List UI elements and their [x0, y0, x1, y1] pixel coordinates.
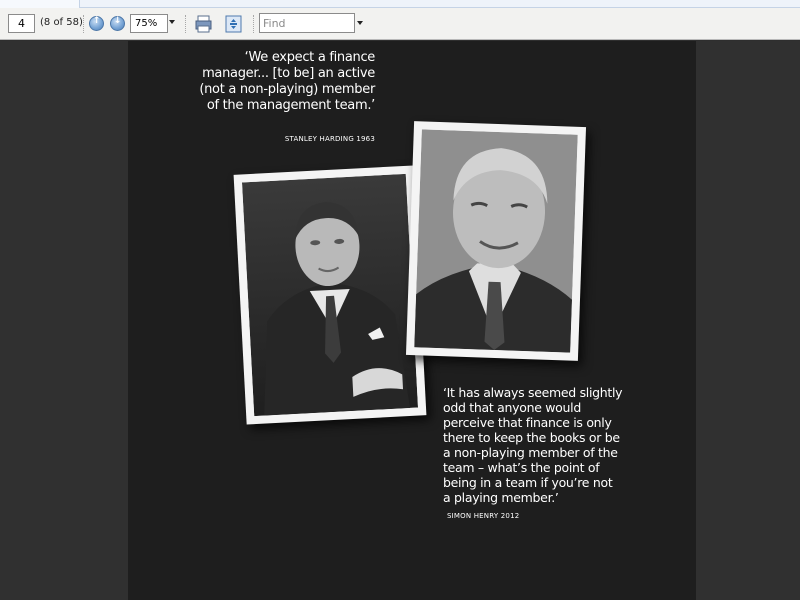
page-number-input[interactable]: 4 — [8, 14, 35, 33]
find-dropdown-icon[interactable] — [357, 21, 363, 25]
attribution-stanley-harding: STANLEY HARDING 1963 — [284, 135, 375, 143]
photo-simon-henry — [406, 121, 586, 361]
next-page-icon[interactable]: ↓ — [110, 16, 125, 31]
page-count-label: (8 of 58) — [40, 17, 83, 28]
tab-stub[interactable] — [0, 0, 80, 8]
toolbar-separator — [253, 15, 254, 33]
toolbar-separator — [185, 15, 186, 33]
photo-stanley-harding — [234, 165, 427, 424]
find-input[interactable]: Find — [259, 13, 355, 33]
zoom-dropdown-icon[interactable] — [169, 20, 175, 24]
print-icon[interactable] — [195, 15, 212, 33]
fit-page-icon[interactable] — [225, 15, 242, 33]
previous-page-icon[interactable]: ↑ — [89, 16, 104, 31]
zoom-select[interactable]: 75% — [130, 14, 168, 33]
window-top-strip — [0, 0, 800, 8]
quote-simon-henry: ‘It has always seemed slightly odd that anyone would perceive that finance is only there to keep the books or be a non-playing member of the team – what’s the point of being in a team if you’re not a playing member.’ — [443, 385, 623, 505]
quote-stanley-harding: ‘We expect a finance manager... [to be] an active (not a non-playing) member of the management team.’ — [199, 50, 375, 113]
attribution-simon-henry: SIMON HENRY 2012 — [447, 512, 520, 520]
viewer-toolbar — [0, 8, 800, 40]
toolbar-separator — [83, 15, 84, 33]
